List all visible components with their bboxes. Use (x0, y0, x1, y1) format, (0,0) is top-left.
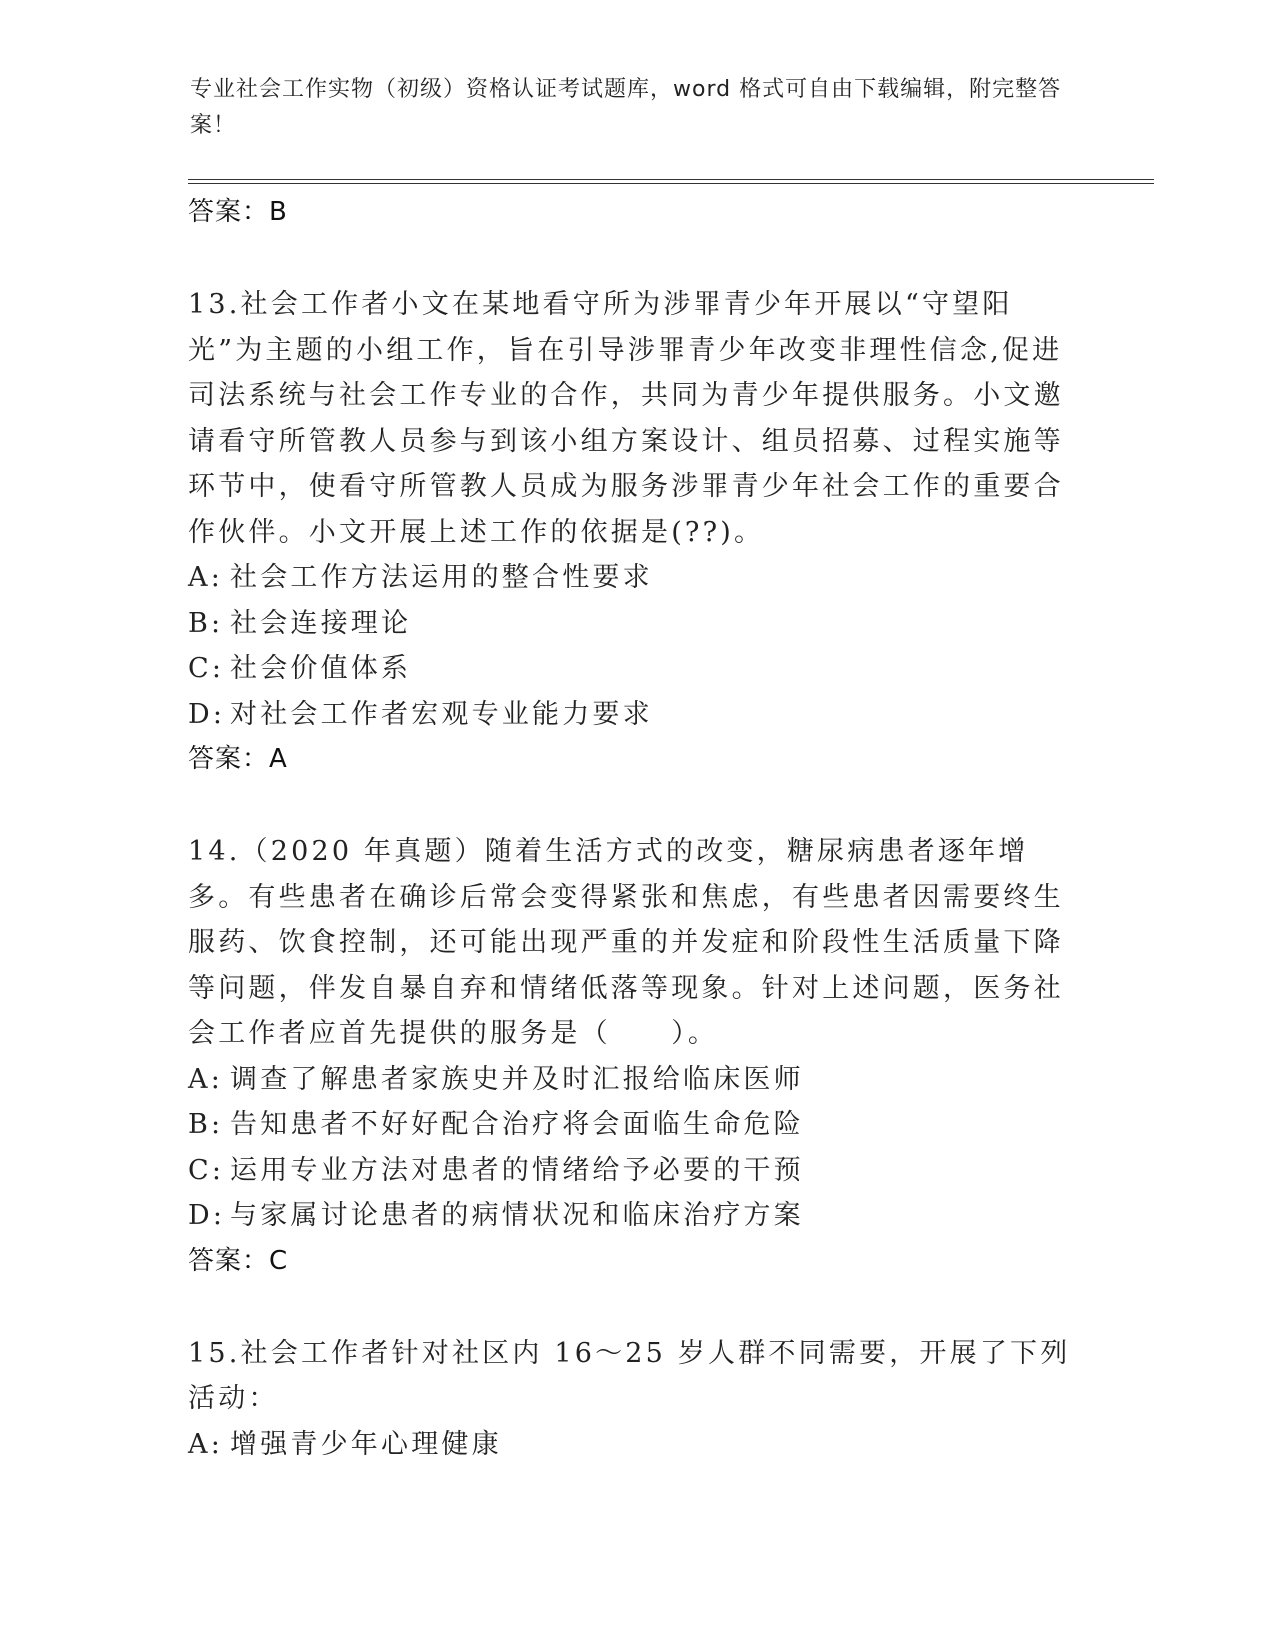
option-label: D: (188, 698, 226, 730)
question-15 (188, 1331, 1088, 1468)
question-stem: 14.（2020 年真题）随着生活方式的改变，糖尿病患者逐年增多。有些患者在确诊后常会变得紧张和焦虑，有些患者因需要终生服药、饮食控制，还可能出现严重的并发症和阶段性生活质量下降等问题，伴发自暴自弃和情绪低落等现象。针对上述问题，医务社会工作者应首先提供的服务是（ ）。 (188, 836, 1064, 1049)
option-label: D: (188, 1200, 226, 1231)
option-c (188, 1148, 1088, 1194)
option-label: B: (188, 607, 224, 639)
option-text: 增强青少年心理健康 (230, 1428, 502, 1460)
answer-14: 答案：C (188, 1245, 289, 1276)
option-a (188, 1422, 1088, 1468)
question-stem: 15.社会工作者针对社区内 16～25 岁人群不同需要，开展了下列活动： (188, 1337, 1071, 1414)
option-text: 调查了解患者家族史并及时汇报给临床医师 (230, 1063, 804, 1095)
question-stem: 13.社会工作者小文在某地看守所为涉罪青少年开展以“守望阳光”为主题的小组工作，旨在引导涉罪青少年改变非理性信念,促进司法系统与社会工作专业的合作，共同为青少年提供服务。小文邀请看守所管教人员参与到该小组方案设计、组员招募、过程实施等环节中，使看守所管教人员成为服务涉罪青少年社会工作的重要合作伙伴。小文开展上述工作的依据是(??)。 (188, 289, 1064, 548)
option-text: 社会工作方法运用的整合性要求 (230, 562, 653, 593)
option-d (188, 692, 1088, 738)
page-header: 专业社会工作实物（初级）资格认证考试题库，word 格式可自由下载编辑，附完整答案！ (190, 77, 1062, 138)
header-divider (188, 179, 1154, 180)
option-label: A: (188, 562, 223, 593)
question-13 (188, 282, 1088, 783)
option-c (188, 646, 1088, 692)
option-text: 告知患者不好好配合治疗将会面临生命危险 (230, 1109, 804, 1140)
option-a (188, 1057, 1088, 1103)
option-label: C: (188, 1154, 225, 1186)
header-divider-secondary (188, 183, 1154, 184)
option-d (188, 1193, 1088, 1239)
option-text: 社会连接理论 (230, 607, 412, 639)
question-14 (188, 829, 1088, 1285)
answer-13: 答案：A (188, 744, 288, 774)
option-b (188, 601, 1088, 647)
option-text: 社会价值体系 (230, 653, 412, 684)
option-label: A: (188, 1063, 223, 1095)
answer-12: 答案：B (188, 197, 288, 227)
option-label: B: (188, 1109, 224, 1140)
option-text: 运用专业方法对患者的情绪给予必要的干预 (230, 1154, 804, 1186)
option-text: 与家属讨论患者的病情状况和临床治疗方案 (230, 1200, 804, 1231)
option-label: C: (188, 653, 225, 684)
question-list (188, 188, 1088, 1467)
option-b (188, 1102, 1088, 1148)
option-a (188, 555, 1088, 601)
option-text: 对社会工作者宏观专业能力要求 (230, 698, 653, 730)
option-label: A: (188, 1428, 223, 1460)
